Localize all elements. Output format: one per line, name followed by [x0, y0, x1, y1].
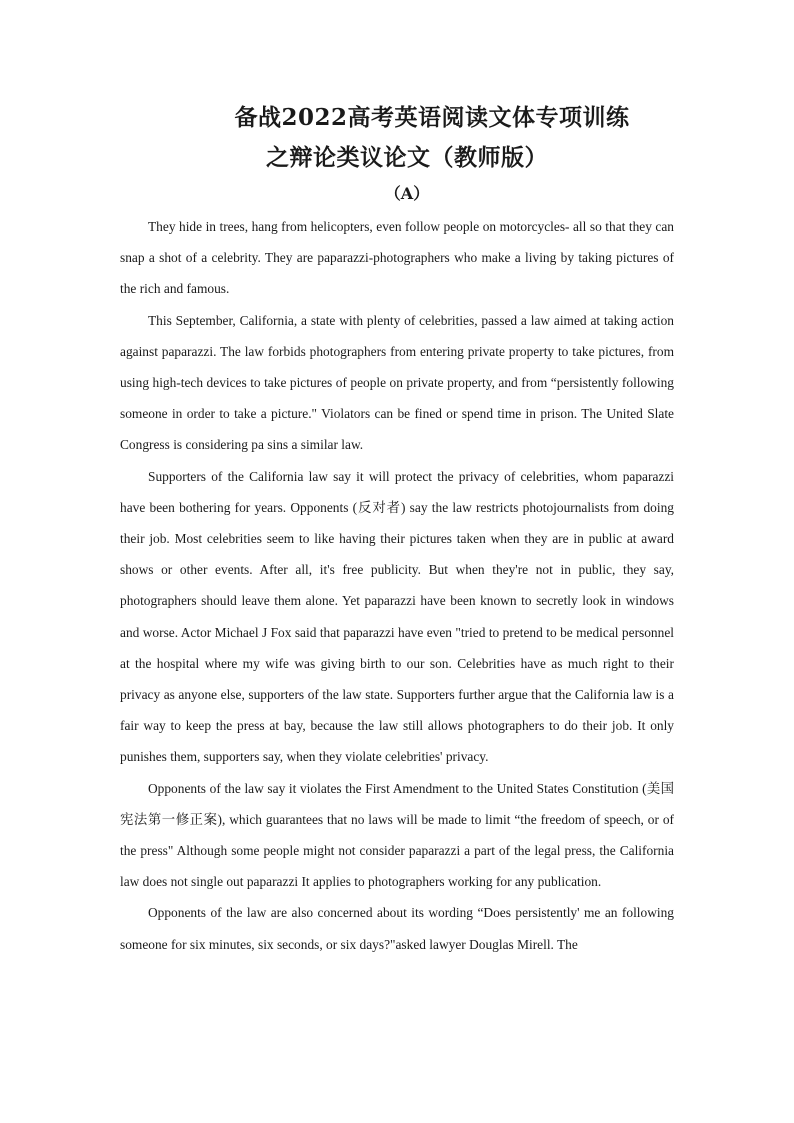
paragraph-2: This September, California, a state with plenty of celebrities, passed a law aimed at taking action against paparazzi. The law forbids photographers from entering private property to take pictures, from using high-tech devices to take pictures of people on private property, and from “persistently following someone in order to take a picture." Violators can be fined or spend time in prison. The United Slate Congress is considering pa sins a similar law.	[120, 312, 674, 453]
section-label: （A）	[384, 184, 430, 203]
paragraph-3: Supporters of the California law say it will protect the privacy of celebrities, whom paparazzi have been bothering for years. Opponents (反对者) say the law restricts photojournalists from doing their job. Most celebrities seem to like having their pictures taken when they are in public at award shows or other events. After all, it's free publicity. But when they're not in public, they say, photographers should leave them alone. Yet paparazzi have been known to secretly look in windows and worse. Actor Michael J Fox said that paparazzi have even "tried to pretend to be medical personnel at the hospital where my wife was giving birth to our son. Celebrities have as much right to their privacy as anyone else, supporters of the law state. Supporters further argue that the California law is a fair way to keep the press at bay, because the law still allows photographers to do their job. It only punishes them, supporters say, when they violate celebrities' privacy.	[120, 468, 674, 765]
document-title-line-2: 之辩论类议论文（教师版）	[266, 144, 548, 171]
paragraph-4: Opponents of the law say it violates the First Amendment to the United States Constitution (美国宪法第一修正案), which guarantees that no laws will be made to limit “the freedom of speech, or of the press" Although some people might not consider paparazzi a part of the legal press, the California law does not single out paparazzi It applies to photographers working for any publication.	[120, 780, 674, 890]
paragraph-5: Opponents of the law are also concerned about its wording “Does persistently' me an following someone for six minutes, six seconds, or six days?"asked lawyer Douglas Mirell. The	[120, 905, 674, 952]
article-body	[120, 211, 674, 960]
document-title-line-1: 备战2022高考英语阅读文体专项训练	[234, 104, 630, 131]
paragraph-1: They hide in trees, hang from helicopters, even follow people on motorcycles- all so that they can snap a shot of a celebrity. They are paparazzi-photographers who make a living by taking pictures of the rich and famous.	[120, 219, 674, 297]
